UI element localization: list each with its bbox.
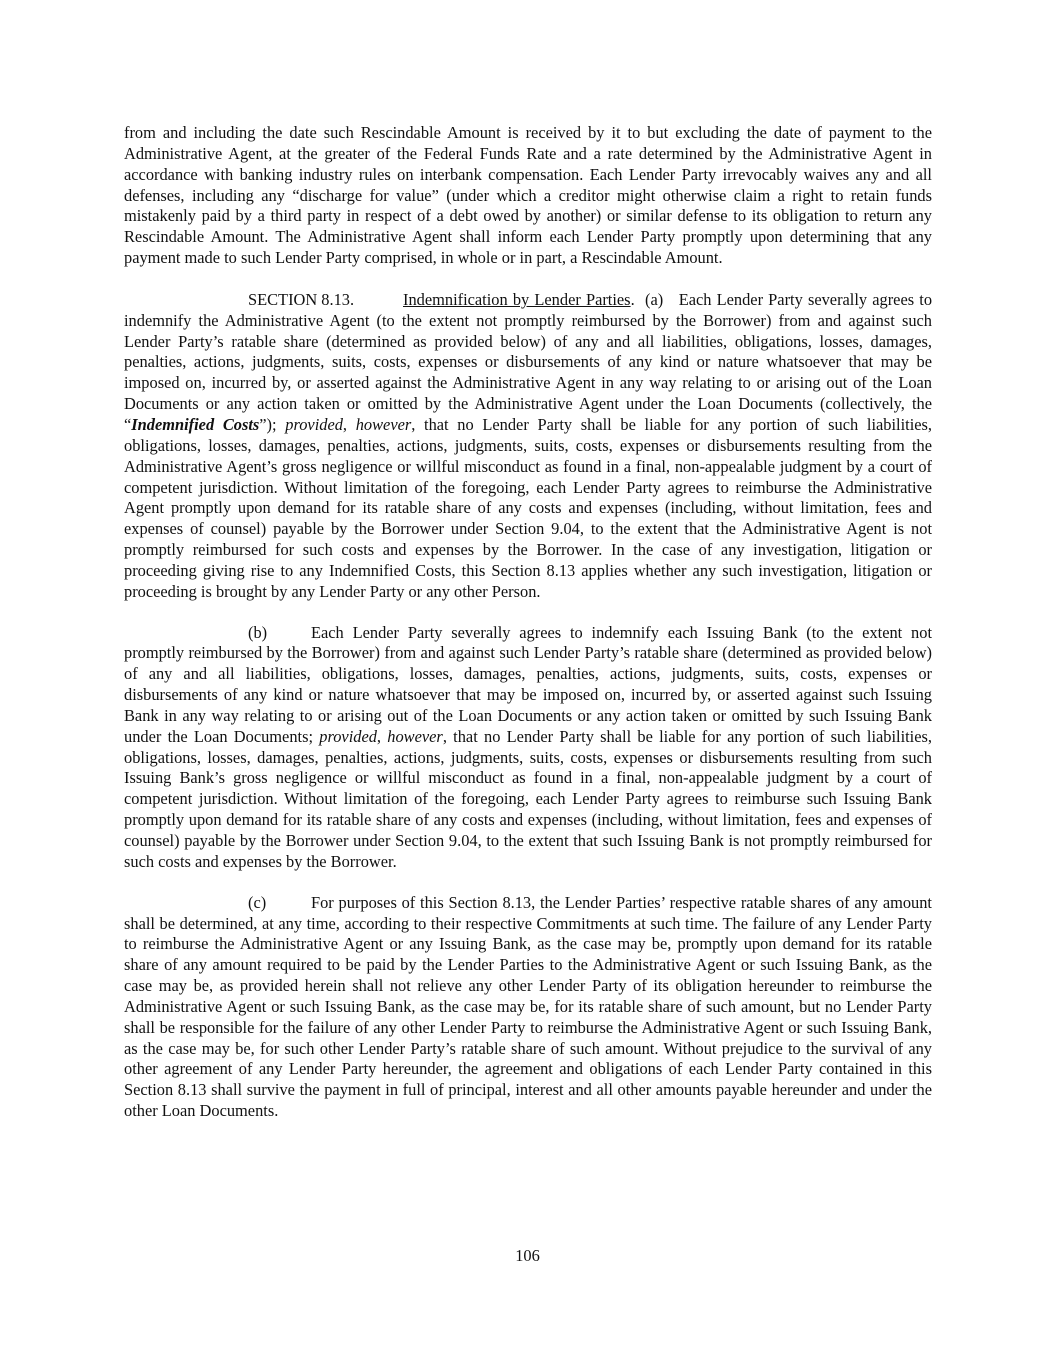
section-heading-period: . xyxy=(630,289,635,309)
document-page xyxy=(124,123,932,1142)
paragraph-b-text-1: Each Lender Party severally agrees to indemnify each Issuing Bank (to the extent not promptly reimbursed by the Borrower) from and against such Lender Party’s ratable share (determined as provided below) of any and all liabilities, obligations, losses, damages, penalties, actions, judgments, suits, costs, expenses or disbursements of any kind or nature whatsoever that may be imposed on, incurred by, or asserted against such Issuing Bank in any way relating to or arising out of the Loan Documents or any action taken or omitted by such Issuing Bank under the Loan Documents; xyxy=(124,622,932,746)
comma-separator: , xyxy=(376,726,388,746)
however-italic: however xyxy=(387,726,443,746)
page-number: 106 xyxy=(515,1246,540,1265)
provided-italic: provided xyxy=(285,414,343,434)
paragraph-a-text-1: Each Lender Party severally agrees to indemnify the Administrative Agent (to the extent not promptly reimbursed by the Borrower) from and against such Lender Party’s ratable share (determined as provided below) of any and all liabilities, obligations, losses, damages, penalties, actions, judgments, suits, costs, expenses or disbursements of any kind or nature whatsoever that may be imposed on, incurred by, or asserted against the Administrative Agent in any way relating to or arising out of the Loan Documents or any action taken or omitted by the Administrative Agent under the Loan Documents (collectively, the “ xyxy=(124,289,933,434)
paragraph-a-text-2: ”); xyxy=(259,414,286,434)
however-italic: however xyxy=(355,414,412,434)
continuation-paragraph: from and including the date such Rescindable Amount is received by it to but excluding the date of payment to the Administrative Agent, at the greater of the Federal Funds Rate and a rate determined by the Administrative Agent in accordance with banking industry rules on interbank compensation. Each Lender Party irrevocably waives any and all defenses, including any “discharge for value” (under which a creditor might otherwise claim a right to retain funds mistakenly paid by a third party in respect of a debt owed by another) or similar defense to its obligation to return any Rescindable Amount. The Administrative Agent shall inform each Lender Party promptly upon determining that any payment made to such Lender Party comprised, in whole or in part, a Rescindable Amount. xyxy=(124,123,932,268)
section-heading: Indemnification by Lender Parties xyxy=(403,289,631,309)
paragraph-c-text: For purposes of this Section 8.13, the Lender Parties’ respective ratable shares of any amount shall be determined, at any time, according to their respective Commitments at such time. The failure of any Lender Party to reimburse the Administrative Agent or any Issuing Bank, as the case may be, promptly upon demand for its ratable share of any amount required to be paid by the Lender Parties to the Administrative Agent or such Issuing Bank, as the case may be, as provided herein shall not relieve any other Lender Party of its obligation hereunder to reimburse the Administrative Agent or such Issuing Bank, as the case may be, for its ratable share of such amount, but no Lender Party shall be responsible for the failure of any other Lender Party to reimburse the Administrative Agent or such Issuing Bank, as the case may be, for such other Lender Party’s ratable share of such amount. Without prejudice to the survival of any other agreement of any Lender Party hereunder, the agreement and obligations of each Lender Party contained in this Section 8.13 shall survive the payment in full of principal, interest and all other amounts payable hereunder and under the other Loan Documents. xyxy=(124,892,932,1121)
paragraph-b-text-2: , that no Lender Party shall be liable for any portion of such liabilities, obligations, losses, damages, penalties, actions, judgments, suits, costs, expenses or disbursements resulting from such Issuing Bank’s gross negligence or willful misconduct as found in a final, non-appealable judgment by a court of competent jurisdiction. Without limitation of the foregoing, each Lender Party agrees to reimburse such Issuing Bank promptly upon demand for its ratable share of any costs and expenses (including, without limitation, fees and expenses of counsel) payable by the Borrower under Section 9.04, to the extent that such Issuing Bank is not promptly reimbursed for such costs and expenses by the Borrower. xyxy=(124,726,932,871)
comma-separator: , xyxy=(342,414,356,434)
defined-term-indemnified-costs: Indemnified Costs xyxy=(131,414,260,434)
subsection-b-label: (b) xyxy=(248,622,268,642)
section-number: SECTION 8.13. xyxy=(248,289,355,309)
section-8-13-paragraph-a xyxy=(124,290,932,603)
section-8-13-paragraph-b xyxy=(124,623,932,873)
subsection-a-label: (a) xyxy=(645,289,664,309)
subsection-c-label: (c) xyxy=(248,892,267,912)
paragraph-a-text-3: , that no Lender Party shall be liable for any portion of such liabilities, obligations, losses, damages, penalties, actions, judgments, suits, costs, expenses or disbursements resulting from the Administrative Agent’s gross negligence or willful misconduct as found in a final, non-appealable judgment by a court of competent jurisdiction. Without limitation of the foregoing, each Lender Party agrees to reimburse the Administrative Agent promptly upon demand for its ratable share of any costs and expenses (including, without limitation, fees and expenses of counsel) payable by the Borrower under Section 9.04, to the extent that the Administrative Agent is not promptly reimbursed for such costs and expenses by the Borrower. In the case of any investigation, litigation or proceeding giving rise to any Indemnified Costs, this Section 8.13 applies whether any such investigation, litigation or proceeding is brought by any Lender Party or any other Person. xyxy=(124,414,933,601)
section-8-13-paragraph-c xyxy=(124,893,932,1122)
provided-italic: provided xyxy=(319,726,377,746)
